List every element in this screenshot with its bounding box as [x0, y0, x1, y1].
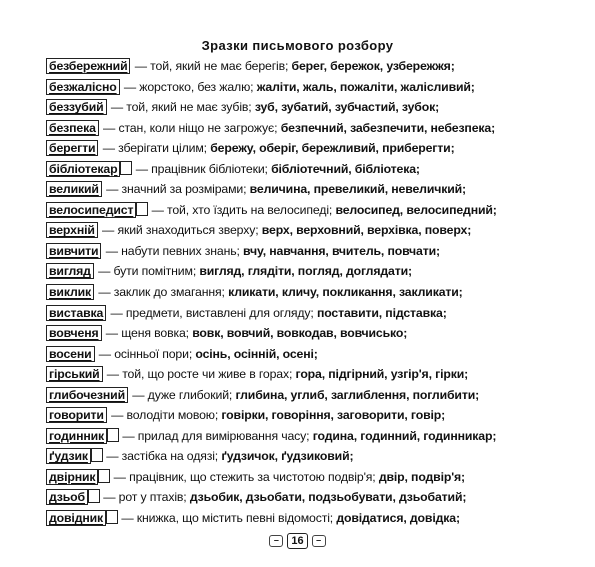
entry-word: восени	[46, 346, 95, 362]
entry-row	[46, 179, 551, 200]
entry-related-words: зуб, зубатий, зубчастий, зубок;	[251, 100, 440, 115]
entry-related-words: верх, верховний, верхівка, поверх;	[258, 223, 472, 238]
entry-row	[46, 487, 551, 508]
entry-definition: — заклик до змагання;	[95, 285, 225, 300]
entry-row	[46, 344, 551, 365]
entry-word: безпека	[46, 120, 99, 136]
ending-box	[107, 428, 119, 442]
entry-row	[46, 97, 551, 118]
ending-box	[120, 161, 132, 175]
entry-definition: — стан, коли ніщо не загрожує;	[99, 120, 278, 135]
entry-related-words: дзьобик, дзьобати, подзьобувати, дзьобатий;	[186, 490, 467, 505]
entry-related-words: говірки, говоріння, заговорити, говір;	[218, 408, 446, 423]
entry-row	[46, 303, 551, 324]
entry-definition: — набути певних знань;	[102, 243, 240, 258]
entry-definition: — осінньої пори;	[95, 346, 193, 361]
entry-word: ґудзик	[46, 448, 91, 464]
entry-related-words: кликати, кличу, покликання, закликати;	[224, 285, 463, 300]
entry-related-words: година, годинний, годинникар;	[309, 428, 497, 443]
page-title: Зразки письмового розбору	[201, 38, 394, 53]
entry-row	[46, 364, 551, 385]
entry-row	[46, 261, 551, 282]
entry-related-words: поставити, підставка;	[313, 305, 447, 320]
entry-row	[46, 282, 551, 303]
entry-definition: — жорстоко, без жалю;	[120, 79, 254, 94]
entry-word: вовченя	[46, 325, 102, 341]
entry-related-words: берег, бережок, узбережжя;	[288, 59, 455, 73]
entry-row	[46, 159, 551, 180]
entry-word: беззубий	[46, 99, 107, 115]
page-next-mark: –	[312, 535, 326, 547]
entry-definition: — книжка, що містить певні відомості;	[118, 511, 334, 526]
entry-row	[46, 385, 551, 406]
entry-related-words: вовк, вовчий, вовкодав, вовчисько;	[188, 326, 408, 341]
entry-definition: — той, який не має берегів;	[131, 59, 289, 73]
entry-row	[46, 446, 551, 467]
entry-definition: — дуже глибокий;	[128, 387, 233, 402]
entry-definition: — той, що росте чи живе в горах;	[103, 367, 293, 382]
entry-word: дзьоб	[46, 489, 88, 505]
entry-definition: — працівник бібліотеки;	[132, 161, 268, 176]
entry-related-words: безпечний, забезпечити, небезпека;	[277, 120, 496, 135]
entry-word: довідник	[46, 510, 106, 526]
entry-definition: — той, хто їздить на велосипеді;	[148, 202, 333, 217]
page-prev-mark: –	[269, 535, 283, 547]
entry-word: годинник	[46, 428, 107, 444]
entry-definition: — значний за розмірами;	[102, 182, 247, 197]
entry-definition: — працівник, що стежить за чистотою подвір'я;	[110, 469, 376, 484]
entry-row	[46, 220, 551, 241]
entry-related-words: двір, подвір'я;	[375, 469, 465, 484]
entry-list	[46, 56, 551, 529]
entry-definition: — рот у птахів;	[100, 490, 187, 505]
ending-box	[88, 489, 100, 503]
entry-row	[46, 200, 551, 221]
entry-related-words: жаліти, жаль, пожаліти, жалісливий;	[253, 79, 475, 94]
entry-related-words: глибина, углиб, заглиблення, поглибити;	[232, 387, 480, 402]
entry-word: безбережний	[46, 58, 130, 74]
entry-word: виклик	[46, 284, 94, 300]
entry-related-words: гора, підгірний, узгір'я, гірки;	[292, 367, 469, 382]
entry-row	[46, 405, 551, 426]
entry-word: безжалісно	[46, 79, 120, 95]
entry-word: говорити	[46, 407, 107, 423]
entry-definition: — прилад для вимірювання часу;	[119, 428, 310, 443]
entry-row	[46, 241, 551, 262]
entry-row	[46, 77, 551, 98]
entry-word: верхній	[46, 222, 98, 238]
page-number-value: 16	[287, 533, 307, 549]
entry-related-words: ґудзичок, ґудзиковий;	[218, 449, 354, 464]
entry-row	[46, 56, 551, 77]
entry-related-words: бережу, оберіг, бережливий, приберегти;	[206, 141, 455, 156]
entry-definition: — той, який не має зубів;	[107, 100, 252, 115]
entry-definition: — який знаходиться зверху;	[98, 223, 259, 238]
ending-box	[91, 448, 103, 462]
entry-definition: — бути помітним;	[94, 264, 197, 279]
entry-related-words: довідатися, довідка;	[333, 511, 460, 526]
page-number	[0, 533, 595, 549]
entry-word: вигляд	[46, 263, 94, 279]
entry-row	[46, 426, 551, 447]
entry-word: глибочезний	[46, 387, 128, 403]
entry-word: велосипедист	[46, 202, 136, 218]
entry-word: берегти	[46, 140, 98, 156]
entry-word: гірський	[46, 366, 103, 382]
entry-definition: — застібка на одязі;	[102, 449, 219, 464]
ending-box	[98, 469, 110, 483]
ending-box	[106, 510, 118, 524]
entry-row	[46, 323, 551, 344]
entry-related-words: бібліотечний, бібліотека;	[267, 161, 420, 176]
entry-related-words: вчу, навчання, вчитель, повчати;	[239, 243, 440, 258]
entry-related-words: вигляд, глядіти, погляд, доглядати;	[196, 264, 412, 279]
entry-word: вивчити	[46, 243, 101, 259]
entry-row	[46, 508, 551, 529]
entry-related-words: велосипед, велосипедний;	[332, 202, 497, 217]
ending-box	[136, 202, 148, 216]
entry-row	[46, 467, 551, 488]
entry-definition: — предмети, виставлені для огляду;	[107, 305, 314, 320]
entry-related-words: величина, превеликий, невеличкий;	[246, 182, 467, 197]
entry-definition: — зберігати цілим;	[99, 141, 207, 156]
entry-row	[46, 138, 551, 159]
entry-word: великий	[46, 181, 102, 197]
entry-word: виставка	[46, 305, 106, 321]
entry-word: бібліотекар	[46, 161, 120, 177]
entry-related-words: осінь, осінній, осені;	[192, 346, 318, 361]
entry-word: двірник	[46, 469, 98, 485]
entry-definition: — щеня вовка;	[102, 326, 189, 341]
entry-definition: — володіти мовою;	[107, 408, 219, 423]
entry-row	[46, 118, 551, 139]
